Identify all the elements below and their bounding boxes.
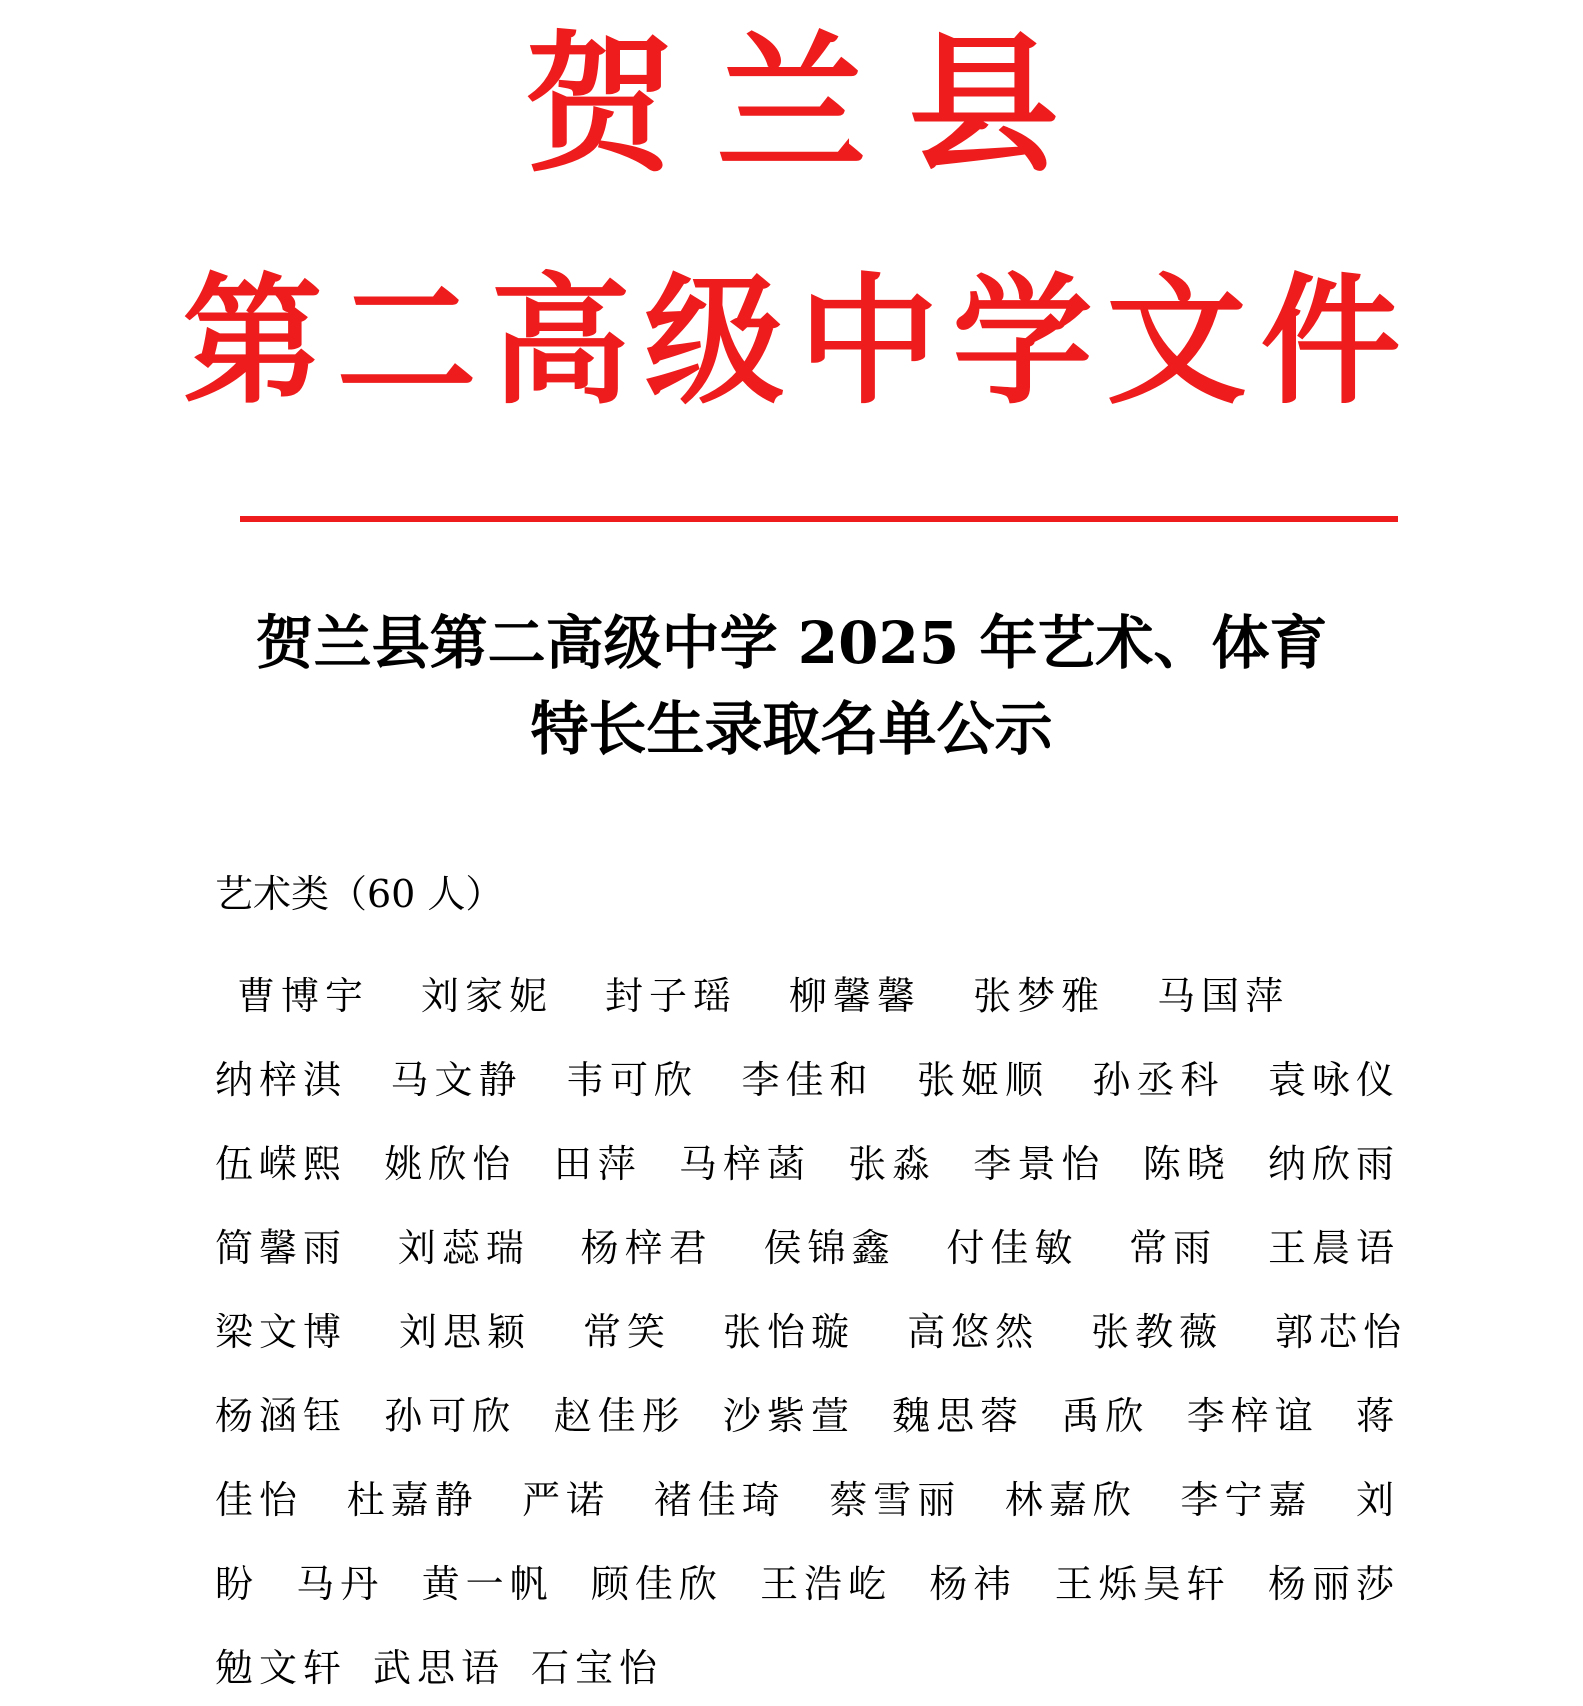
student-name: 孙可欣 xyxy=(384,1393,517,1438)
student-name: 姚欣怡 xyxy=(384,1141,517,1186)
student-name: 纳欣雨 xyxy=(1267,1141,1400,1186)
student-name: 魏思蓉 xyxy=(892,1393,1025,1438)
student-name: 刘家妮 xyxy=(421,973,554,1018)
student-name: 马国萍 xyxy=(1157,973,1290,1018)
student-name: 马文静 xyxy=(390,1057,523,1102)
name-row xyxy=(215,1202,1400,1286)
student-name: 禹欣 xyxy=(1061,1393,1150,1438)
student-name: 曹博宇 xyxy=(237,973,370,1018)
student-name: 佳怡 xyxy=(215,1477,304,1522)
student-name: 梁文博 xyxy=(215,1309,348,1354)
student-name: 张怡璇 xyxy=(723,1309,856,1354)
student-name: 陈晓 xyxy=(1142,1141,1231,1186)
student-name: 张教薇 xyxy=(1091,1309,1224,1354)
student-name: 高悠然 xyxy=(907,1309,1040,1354)
student-name: 杨丽莎 xyxy=(1267,1561,1400,1606)
student-name: 李佳和 xyxy=(741,1057,874,1102)
student-name: 马丹 xyxy=(296,1561,385,1606)
student-name: 封子瑶 xyxy=(605,973,738,1018)
student-name: 袁咏仪 xyxy=(1267,1057,1400,1102)
student-name: 武思语 xyxy=(373,1645,506,1690)
student-name: 沙紫萱 xyxy=(722,1393,855,1438)
name-row xyxy=(215,1034,1400,1118)
student-name: 杨梓君 xyxy=(580,1225,713,1270)
student-name: 刘思颖 xyxy=(399,1309,532,1354)
student-name: 石宝怡 xyxy=(531,1645,664,1690)
document-title-line2: 特长生录取名单公示 xyxy=(530,695,1053,763)
name-row xyxy=(215,950,1400,1034)
student-name: 刘蕊瑞 xyxy=(397,1225,530,1270)
document-title-line1: 贺兰县第二高级中学 2025 年艺术、体育 xyxy=(255,609,1328,677)
name-row xyxy=(215,1286,1408,1370)
category-heading: 艺术类（60 人） xyxy=(215,872,504,916)
student-name: 纳梓淇 xyxy=(215,1057,348,1102)
student-name: 张姬顺 xyxy=(916,1057,1049,1102)
student-name: 王烁昊轩 xyxy=(1054,1561,1231,1606)
student-name: 张梦雅 xyxy=(973,973,1106,1018)
letterhead-school-document: 第二高级中学文件 xyxy=(182,260,1415,424)
student-name: 王浩屹 xyxy=(760,1561,893,1606)
student-name: 勉文轩 xyxy=(215,1645,348,1690)
student-name: 郭芯怡 xyxy=(1275,1309,1408,1354)
student-name: 褚佳琦 xyxy=(653,1477,786,1522)
student-name: 林嘉欣 xyxy=(1004,1477,1137,1522)
student-name: 蒋 xyxy=(1355,1393,1400,1438)
student-name: 杨祎 xyxy=(929,1561,1018,1606)
student-name: 严诺 xyxy=(522,1477,611,1522)
student-name: 常雨 xyxy=(1129,1225,1218,1270)
student-name: 杨涵钰 xyxy=(215,1393,348,1438)
name-row xyxy=(215,1454,1400,1538)
letterhead-divider xyxy=(240,516,1398,522)
student-name: 柳馨馨 xyxy=(789,973,922,1018)
student-name: 顾佳欣 xyxy=(590,1561,723,1606)
admission-name-list xyxy=(215,950,1408,1706)
student-name: 马梓菡 xyxy=(678,1141,811,1186)
student-name: 简馨雨 xyxy=(215,1225,348,1270)
name-row xyxy=(215,1370,1400,1454)
student-name: 赵佳彤 xyxy=(553,1393,686,1438)
student-name: 盼 xyxy=(215,1561,260,1606)
student-name: 韦可欣 xyxy=(565,1057,698,1102)
student-name: 杜嘉静 xyxy=(346,1477,479,1522)
student-name: 田萍 xyxy=(553,1141,642,1186)
student-name: 李宁嘉 xyxy=(1180,1477,1313,1522)
letterhead-county: 贺兰县 xyxy=(524,17,1101,193)
student-name: 李景怡 xyxy=(973,1141,1106,1186)
student-name: 付佳敏 xyxy=(946,1225,1079,1270)
student-name: 李梓谊 xyxy=(1186,1393,1319,1438)
document-title xyxy=(0,600,1583,772)
student-name: 王晨语 xyxy=(1267,1225,1400,1270)
name-row xyxy=(215,1538,1400,1622)
student-name: 孙丞科 xyxy=(1092,1057,1225,1102)
student-name: 黄一帆 xyxy=(421,1561,554,1606)
name-row xyxy=(215,1622,1400,1706)
student-name: 常笑 xyxy=(583,1309,672,1354)
name-row xyxy=(215,1118,1400,1202)
student-name: 张淼 xyxy=(848,1141,937,1186)
student-name: 刘 xyxy=(1355,1477,1400,1522)
student-name: 伍嵘熙 xyxy=(215,1141,348,1186)
student-name: 侯锦鑫 xyxy=(763,1225,896,1270)
student-name: 蔡雪丽 xyxy=(829,1477,962,1522)
